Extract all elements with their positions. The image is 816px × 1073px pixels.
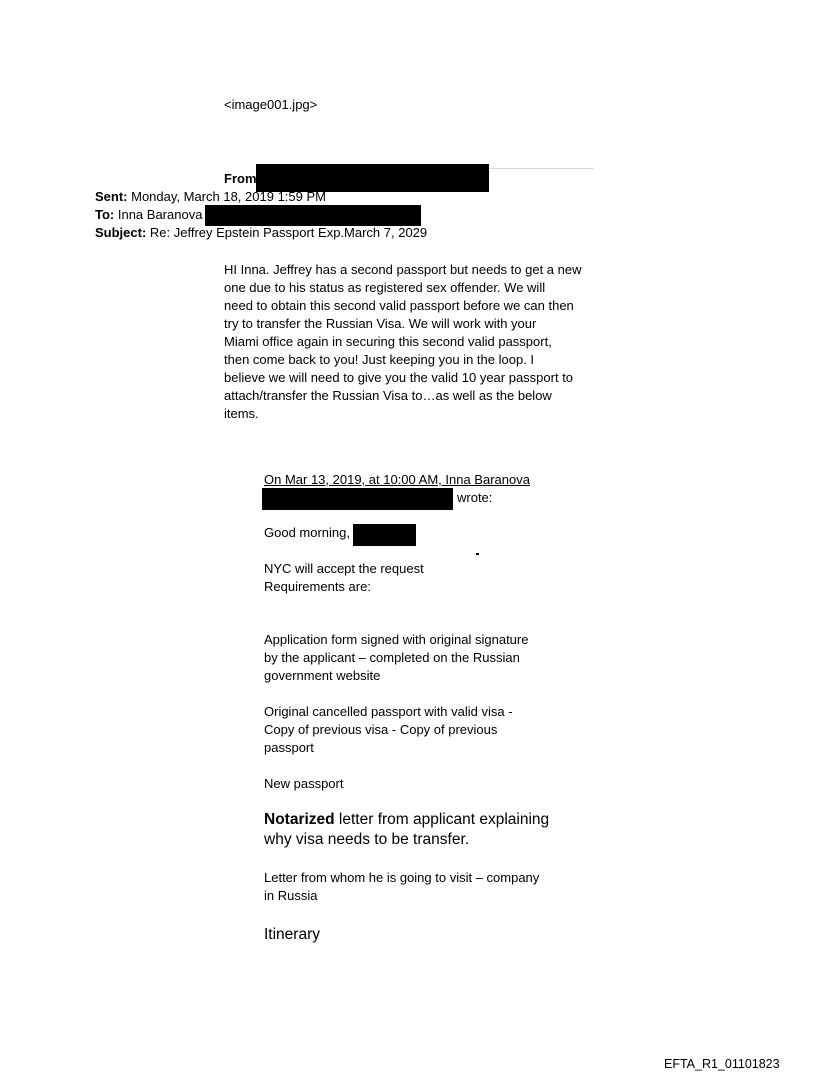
requirement-4-line2: why visa needs to be transfer. bbox=[264, 831, 470, 848]
subject-label: Subject: bbox=[95, 225, 147, 240]
quoted-header-line: On Mar 13, 2019, at 10:00 AM, Inna Baranova bbox=[264, 472, 530, 487]
subject-value: Re: Jeffrey Epstein Passport Exp.March 7, 2029 bbox=[146, 225, 428, 240]
reply-line: one due to his status as registered sex offender. We will bbox=[224, 280, 546, 295]
quoted-greeting: Good morning, bbox=[264, 525, 350, 540]
requirement-1-line: government website bbox=[264, 668, 381, 683]
requirement-4-rest: letter from applicant explaining bbox=[334, 811, 550, 828]
quoted-requirements: Requirements are: bbox=[264, 579, 371, 594]
to-value: Inna Baranova bbox=[114, 207, 203, 222]
from-label: From bbox=[224, 171, 257, 186]
reply-line: then come back to you! Just keeping you in the loop. I bbox=[224, 352, 535, 367]
requirement-4-line bbox=[264, 810, 549, 830]
reply-body bbox=[224, 261, 599, 423]
requirement-2-line: Copy of previous visa - Copy of previous bbox=[264, 722, 498, 737]
requirement-4-bold: Notarized bbox=[264, 811, 335, 828]
requirement-6: Itinerary bbox=[264, 926, 320, 943]
quoted-accept: NYC will accept the request bbox=[264, 561, 424, 576]
requirement-2-line: Original cancelled passport with valid visa - bbox=[264, 704, 513, 719]
requirement-1-line: by the applicant – completed on the Russian bbox=[264, 650, 520, 665]
attachment-name: <image001.jpg> bbox=[224, 97, 318, 112]
stray-mark bbox=[476, 553, 479, 555]
to-label: To: bbox=[95, 207, 115, 222]
sent-label: Sent: bbox=[95, 189, 128, 204]
reply-line: try to transfer the Russian Visa. We will work with your bbox=[224, 316, 537, 331]
requirement-1-line: Application form signed with original signature bbox=[264, 632, 529, 647]
subject-field bbox=[95, 224, 427, 242]
reply-line: HI Inna. Jeffrey has a second passport but needs to get a new bbox=[224, 262, 582, 277]
document-id: EFTA_R1_01101823 bbox=[664, 1057, 780, 1071]
redaction-to bbox=[205, 205, 421, 226]
redaction-greeting-name bbox=[353, 524, 416, 546]
requirement-3: New passport bbox=[264, 776, 344, 791]
requirement-5-line: Letter from whom he is going to visit – company bbox=[264, 870, 540, 885]
from-field bbox=[224, 170, 257, 188]
sent-field bbox=[95, 188, 326, 206]
reply-line: attach/transfer the Russian Visa to…as well as the below bbox=[224, 388, 552, 403]
reply-line: need to obtain this second valid passport before we can then bbox=[224, 298, 574, 313]
requirement-5-line: in Russia bbox=[264, 888, 318, 903]
redaction-sender-email bbox=[262, 488, 453, 510]
reply-line: Miami office again in securing this second valid passport, bbox=[224, 334, 552, 349]
to-field bbox=[95, 206, 202, 224]
reply-line: items. bbox=[224, 406, 259, 421]
quoted-wrote: wrote: bbox=[457, 490, 493, 505]
reply-line: believe we will need to give you the valid 10 year passport to bbox=[224, 370, 574, 385]
sent-value: Monday, March 18, 2019 1:59 PM bbox=[127, 189, 326, 204]
requirement-2-line: passport bbox=[264, 740, 314, 755]
